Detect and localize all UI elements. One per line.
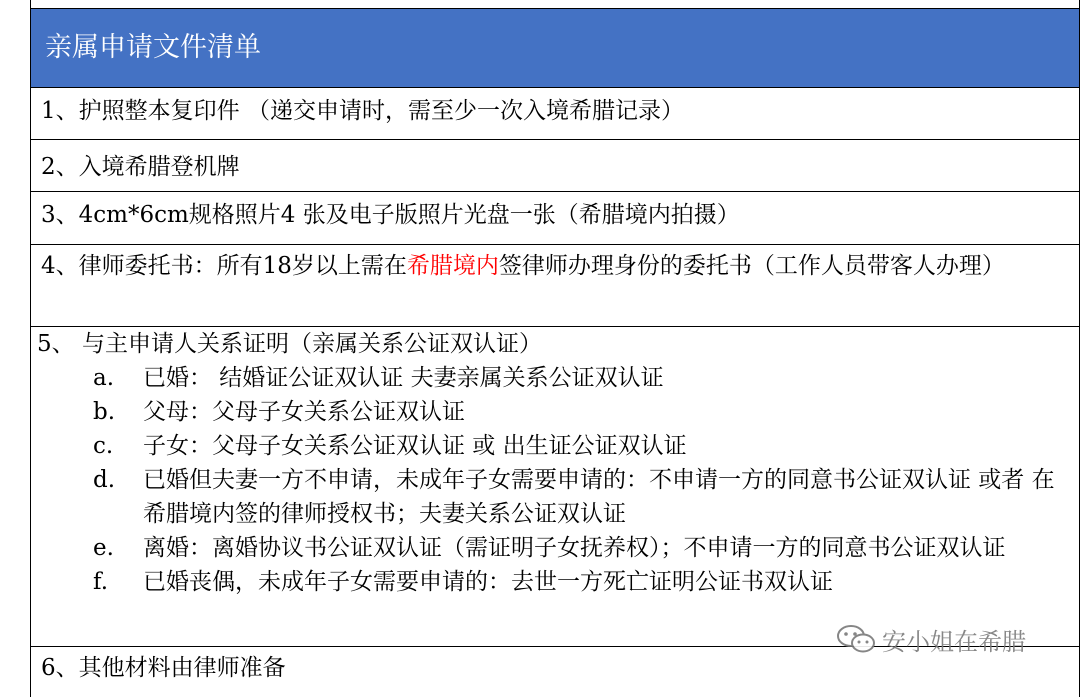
sub-item-e [37,531,1079,565]
sub-item-text: 已婚丧偶，未成年子女需要申请的：去世一方死亡证明公证书双认证 [143,569,833,595]
sub-item-label: d. [93,467,116,493]
sub-item-c [37,429,1079,463]
sub-item-label: a. [93,365,115,391]
list-item-text: 1、护照整本复印件 （递交申请时，需至少一次入境希腊记录） [41,98,684,124]
list-item-5 [31,327,1079,647]
sub-item-label: b. [93,399,116,425]
sub-item-text: 已婚： 结婚证公证双认证 夫妻亲属关系公证双认证 [143,365,664,391]
list-item-text-before: 4、律师委托书：所有18岁以上需在 [41,253,407,279]
sub-item-label: e. [93,535,114,561]
list-item-1 [31,88,1079,140]
highlight-text: 希腊境内 [406,253,499,279]
list-item-4 [31,245,1079,327]
sub-item-label: f. [93,569,109,595]
sub-item-text: 父母：父母子女关系公证双认证 [143,399,465,425]
document-table [30,0,1080,697]
sub-item-text: 子女：父母子女关系公证双认证 或 出生证公证双认证 [143,433,687,459]
sub-item-f [37,565,1079,599]
sub-item-d [37,463,1079,531]
table-top-row [31,0,1079,9]
sub-item-a [37,361,1079,395]
watermark-text: 安小姐在希腊 [882,627,1026,656]
wechat-icon [836,624,876,654]
sub-item-text: 已婚但夫妻一方不申请，未成年子女需要申请的：不申请一方的同意书公证双认证 或者 在希腊境内签的律师授权书；夫妻关系公证双认证 [143,467,1055,527]
list-item-text: 3、4cm*6cm规格照片4 张及电子版照片光盘一张（希腊境内拍摄） [41,202,740,228]
list-item-text: 6、其他材料由律师准备 [41,655,286,681]
page-title: 亲属申请文件清单 [45,32,261,63]
watermark [836,621,1026,657]
list-item-text [31,249,1079,283]
sub-item-text: 离婚：离婚协议书公证双认证（需证明子女抚养权）；不申请一方的同意书公证双认证 [143,535,1006,561]
list-item-3 [31,192,1079,245]
list-item-text: 5、 与主申请人关系证明（亲属关系公证双认证） [37,331,542,357]
list-item-text: 2、入境希腊登机牌 [41,154,240,180]
sub-item-b [37,395,1079,429]
table-header [31,9,1079,88]
list-item-text-after: 签律师办理身份的委托书（工作人员带客人办理） [498,253,1005,279]
list-item-2 [31,140,1079,192]
sub-item-label: c. [93,433,114,459]
